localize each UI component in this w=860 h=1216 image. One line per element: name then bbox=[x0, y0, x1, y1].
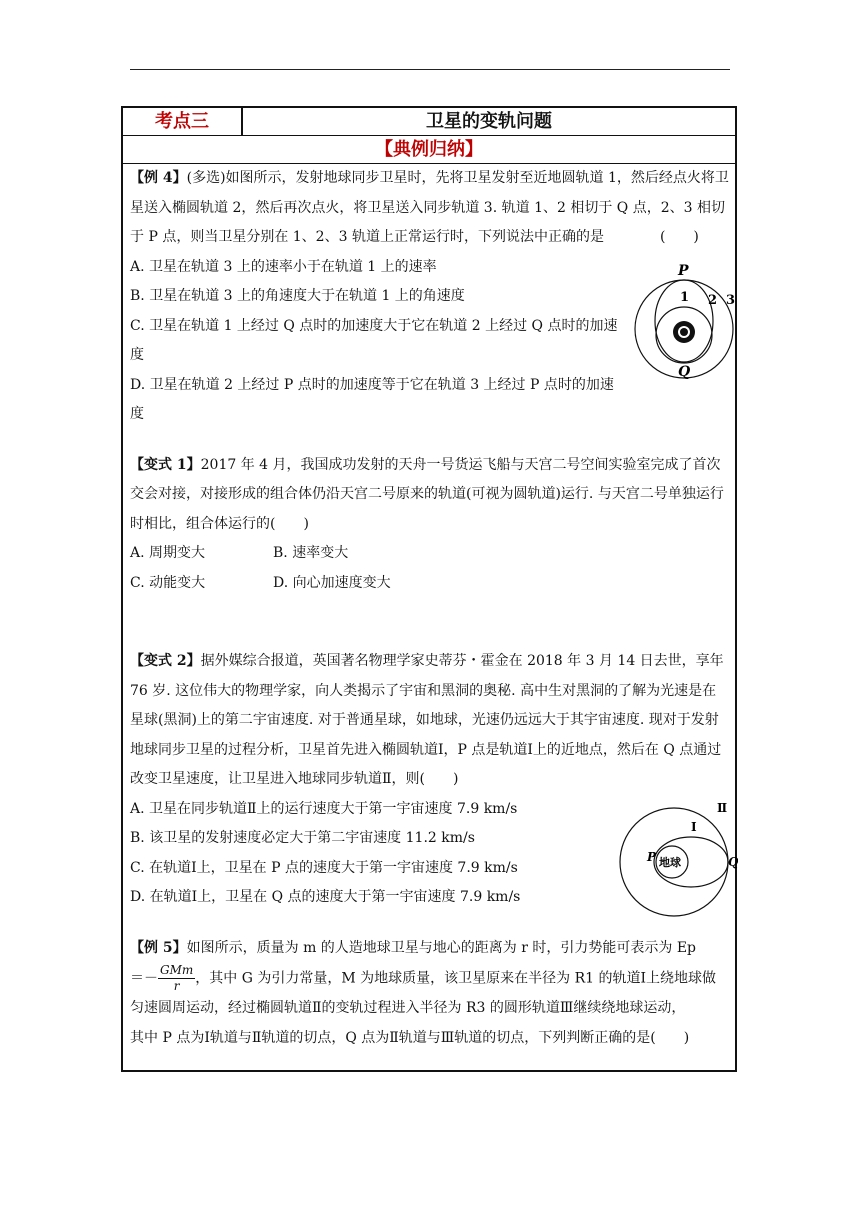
fraction-numerator: GMm bbox=[160, 963, 194, 977]
option-d: D. 在轨道Ⅰ上，卫星在 Q 点的速度大于第一宇宙速度 7.9 km/s bbox=[130, 889, 521, 905]
label-p: P bbox=[678, 264, 689, 279]
example-5-line4: 其中 P 点为Ⅰ轨道与Ⅱ轨道的切点，Q 点为Ⅱ轨道与Ⅲ轨道的切点，下列判断正确的是( ) bbox=[130, 1029, 690, 1046]
potential-energy-fraction bbox=[158, 963, 195, 994]
orbit-diagram-1 bbox=[628, 264, 740, 379]
variant-1 bbox=[130, 451, 730, 599]
option-c: C. 动能变大 bbox=[130, 574, 206, 591]
section-header-row bbox=[123, 108, 735, 136]
option-a: A. 卫星在同步轨道Ⅱ上的运行速度大于第一宇宙速度 7.9 km/s bbox=[130, 800, 518, 817]
earth-core bbox=[680, 328, 688, 336]
option-b: B. 该卫星的发射速度必定大于第二宇宙速度 11.2 km/s bbox=[130, 830, 475, 846]
variant-1-stem: 2017 年 4 月，我国成功发射的天舟一号货运飞船与天宫二号空间实验室完成了首次交会对接，对接形成的组合体仍沿天宫二号原来的轨道(可视为圆轨道)运行. 与天宫二号单独运行时相比，组合体运行的( ) bbox=[130, 456, 724, 532]
label-2: 2 bbox=[708, 293, 718, 308]
option-a: A. 周期变大 bbox=[130, 545, 206, 561]
label-q: Q bbox=[678, 364, 691, 379]
example-5-line2: ，其中 G 为引力常量，M 为地球质量，该卫星原来在半径为 R1 的轨道Ⅰ上绕地球做 bbox=[195, 970, 717, 987]
fraction-denominator: r bbox=[173, 979, 180, 993]
example-5-line1: 如图所示，质量为 m 的人造地球卫星与地心的距离为 r 时，引力势能可表示为 Ep bbox=[186, 939, 697, 956]
option-d: D. 卫星在轨道 2 上经过 P 点时的加速度等于它在轨道 3 上经过 P 点时的加速度 bbox=[130, 376, 614, 422]
label-earth: 地球 bbox=[659, 856, 681, 869]
example-5-line3: 匀速圆周运动，经过椭圆轨道Ⅱ的变轨过程进入半径为 R3 的圆形轨道Ⅲ继续绕地球运动， bbox=[130, 1000, 686, 1016]
option-a: A. 卫星在轨道 3 上的速率小于在轨道 1 上的速率 bbox=[130, 258, 437, 275]
example-4-stem: (多选)如图所示，发射地球同步卫星时，先将卫星发射至近地圆轨道 1，然后经点火将卫星送入椭圆轨道 2，然后再次点火，将卫星送入同步轨道 3. 轨道 1、2 相切于 Q 点，2、3 相切于 P 点，则当卫星分别在 1、2、3 轨道上正常运行时，下列说法中正确的是 ( ) bbox=[130, 170, 729, 245]
label-orbit-i: Ⅰ bbox=[691, 820, 697, 834]
label-p: P bbox=[647, 850, 657, 864]
label-orbit-ii: Ⅱ bbox=[717, 801, 728, 815]
subheading: 【典例归纳】 bbox=[123, 136, 735, 164]
option-c: C. 在轨道Ⅰ上，卫星在 P 点的速度大于第一宇宙速度 7.9 km/s bbox=[130, 859, 518, 876]
label-1: 1 bbox=[680, 290, 690, 305]
label-3: 3 bbox=[726, 293, 736, 308]
label-q: Q bbox=[728, 855, 738, 869]
variant-2-stem: 据外媒综合报道，英国著名物理学家史蒂芬・霍金在 2018 年 3 月 14 日去世，享年 76 岁. 这位伟大的物理学家，向人类揭示了宇宙和黑洞的奥秘. 高中生对黑洞的了解为光速是在星球(黑洞)上的第二宇宙速度. 对于普通星球，如地球，光速仍远远大于其宇宙速度. 现对于发射地球同步卫星的过程分析，卫星首先进入椭圆轨道Ⅰ，P 点是轨道Ⅰ上的近地点，然后在 Q 点通过改变卫星速度，让卫星进入地球同步轨道Ⅱ，则( ) bbox=[130, 653, 724, 787]
example-5-frac-prefix: ＝－ bbox=[130, 970, 158, 987]
section-title: 卫星的变轨问题 bbox=[426, 111, 552, 132]
option-d: D. 向心加速度变大 bbox=[273, 574, 391, 591]
header-rule bbox=[130, 69, 730, 70]
example-4-tag: 【例 4】 bbox=[130, 170, 187, 186]
example-5-tag: 【例 5】 bbox=[130, 939, 187, 956]
orbit-diagram-2 bbox=[613, 798, 738, 923]
variant-1-tag: 【变式 1】 bbox=[130, 456, 201, 473]
option-b: B. 卫星在轨道 3 上的角速度大于在轨道 1 上的角速度 bbox=[130, 288, 465, 304]
worksheet-table bbox=[121, 106, 737, 1072]
variant-2-tag: 【变式 2】 bbox=[130, 653, 201, 669]
example-5 bbox=[130, 934, 730, 1054]
option-c: C. 卫星在轨道 1 上经过 Q 点时的加速度大于它在轨道 2 上经过 Q 点时的加速度 bbox=[130, 317, 618, 363]
section-label: 考点三 bbox=[123, 108, 243, 135]
option-b: B. 速率变大 bbox=[273, 545, 349, 561]
